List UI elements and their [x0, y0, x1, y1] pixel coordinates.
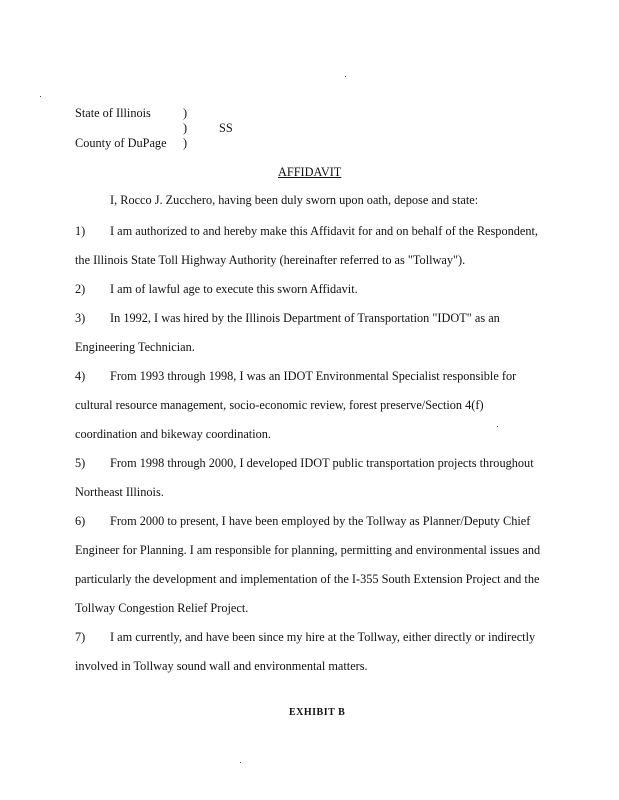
paragraph-line: the Illinois State Toll Highway Authority (hereinafter referred to as "Tollway"). — [75, 253, 466, 267]
scan-speck — [240, 762, 241, 763]
paragraph-number: 2) — [75, 282, 86, 296]
paragraph-line: coordination and bikeway coordination. — [75, 427, 272, 441]
caption-paren: ) — [183, 106, 188, 120]
paragraph-line: In 1992, I was hired by the Illinois Department of Transportation "IDOT" as an — [110, 311, 500, 325]
caption-paren: ) — [183, 136, 188, 150]
county-label: County of DuPage — [75, 136, 167, 150]
document-title: AFFIDAVIT — [278, 165, 342, 179]
paragraph-line: cultural resource management, socio-economic review, forest preserve/Section 4(f) — [75, 398, 484, 412]
paragraph-line: From 1993 through 1998, I was an IDOT Environmental Specialist responsible for — [110, 369, 517, 383]
paragraph-line: I am currently, and have been since my hire at the Tollway, either directly or indirectly — [110, 630, 536, 644]
paragraph-line: Northeast Illinois. — [75, 485, 164, 499]
paragraph-line: From 1998 through 2000, I developed IDOT public transportation projects throughout — [110, 456, 534, 470]
paragraph-number: 5) — [75, 456, 86, 470]
scan-speck — [345, 76, 346, 77]
paragraph-line: particularly the development and implementation of the I-355 South Extension Project and the — [75, 572, 540, 586]
paragraph-number: 6) — [75, 514, 86, 528]
intro-statement: I, Rocco J. Zucchero, having been duly sworn upon oath, depose and state: — [110, 193, 479, 207]
caption-paren: ) — [183, 121, 188, 135]
paragraph-line: I am authorized to and hereby make this Affidavit for and on behalf of the Respondent, — [110, 224, 538, 238]
paragraph-line: I am of lawful age to execute this sworn Affidavit. — [110, 282, 358, 296]
scan-speck — [497, 426, 498, 427]
paragraph-line: From 2000 to present, I have been employed by the Tollway as Planner/Deputy Chief — [110, 514, 531, 528]
paragraph-line: Engineering Technician. — [75, 340, 195, 354]
paragraph-number: 4) — [75, 369, 86, 383]
ss-label: SS — [219, 121, 233, 135]
paragraph-number: 7) — [75, 630, 86, 644]
state-label: State of Illinois — [75, 106, 151, 120]
paragraph-number: 3) — [75, 311, 86, 325]
paragraph-number: 1) — [75, 224, 86, 238]
paragraph-line: Engineer for Planning. I am responsible for planning, permitting and environmental issues and — [75, 543, 541, 557]
paragraph-line: involved in Tollway sound wall and environmental matters. — [75, 659, 368, 673]
paragraph-line: Tollway Congestion Relief Project. — [75, 601, 249, 615]
exhibit-label: EXHIBIT B — [289, 707, 346, 718]
scan-speck — [40, 96, 41, 97]
